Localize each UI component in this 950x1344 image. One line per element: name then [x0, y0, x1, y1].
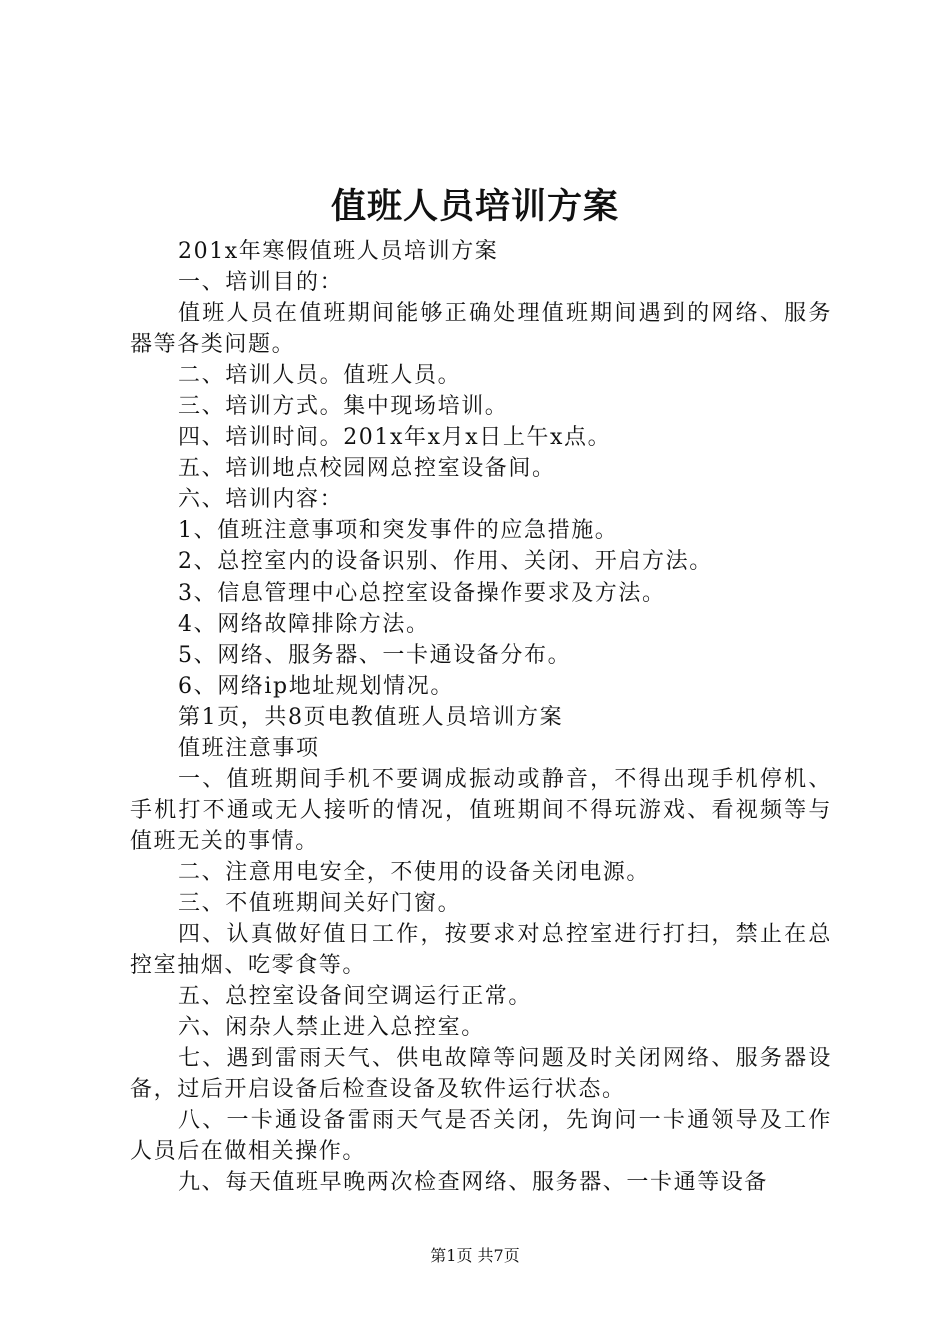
- paragraph: 一、值班期间手机不要调成振动或静音，不得出现手机停机、手机打不通或无人接听的情况，值班期间不得玩游戏、看视频等与值班无关的事情。: [130, 766, 832, 854]
- paragraph: 二、注意用电安全，不使用的设备关闭电源。: [178, 859, 651, 885]
- paragraph: 值班注意事项: [178, 735, 320, 761]
- paragraph: 六、闲杂人禁止进入总控室。: [178, 1015, 485, 1041]
- paragraph: 4、网络故障排除方法。: [178, 611, 430, 637]
- paragraph: 四、培训时间。201x年x月x日上午x点。: [178, 425, 612, 451]
- paragraph: 五、培训地点校园网总控室设备间。: [178, 456, 556, 482]
- paragraph: 三、不值班期间关好门窗。: [178, 890, 462, 916]
- paragraph: 七、遇到雷雨天气、供电故障等问题及时关闭网络、服务器设备，过后开启设备后检查设备及软件运行状态。: [130, 1046, 832, 1103]
- paragraph: 八、一卡通设备雷雨天气是否关闭，先询问一卡通领导及工作人员后在做相关操作。: [130, 1108, 832, 1165]
- paragraph: 五、总控室设备间空调运行正常。: [178, 984, 533, 1010]
- document-body: [130, 236, 832, 1198]
- paragraph: 二、培训人员。值班人员。: [178, 363, 462, 389]
- paragraph: 一、培训目的：: [178, 270, 344, 296]
- paragraph: 2、总控室内的设备识别、作用、关闭、开启方法。: [178, 549, 713, 575]
- paragraph: 第1页，共8页电教值班人员培训方案: [178, 704, 564, 730]
- paragraph: 九、每天值班早晚两次检查网络、服务器、一卡通等设备: [178, 1170, 769, 1196]
- paragraph: 三、培训方式。集中现场培训。: [178, 394, 509, 420]
- paragraph: 3、信息管理中心总控室设备操作要求及方法。: [178, 580, 666, 606]
- paragraph: 六、培训内容：: [178, 487, 344, 513]
- paragraph: 201x年寒假值班人员培训方案: [178, 239, 499, 264]
- paragraph: 四、认真做好值日工作，按要求对总控室进行打扫，禁止在总控室抽烟、吃零食等。: [130, 922, 832, 979]
- paragraph: 1、值班注意事项和突发事件的应急措施。: [178, 518, 619, 544]
- page-footer: 第1页 共7页: [430, 1246, 520, 1265]
- paragraph: 5、网络、服务器、一卡通设备分布。: [178, 642, 572, 668]
- paragraph: 值班人员在值班期间能够正确处理值班期间遇到的网络、服务器等各类问题。: [130, 301, 832, 358]
- document-title: 值班人员培训方案: [330, 186, 619, 227]
- paragraph: 6、网络ip地址规划情况。: [178, 673, 454, 699]
